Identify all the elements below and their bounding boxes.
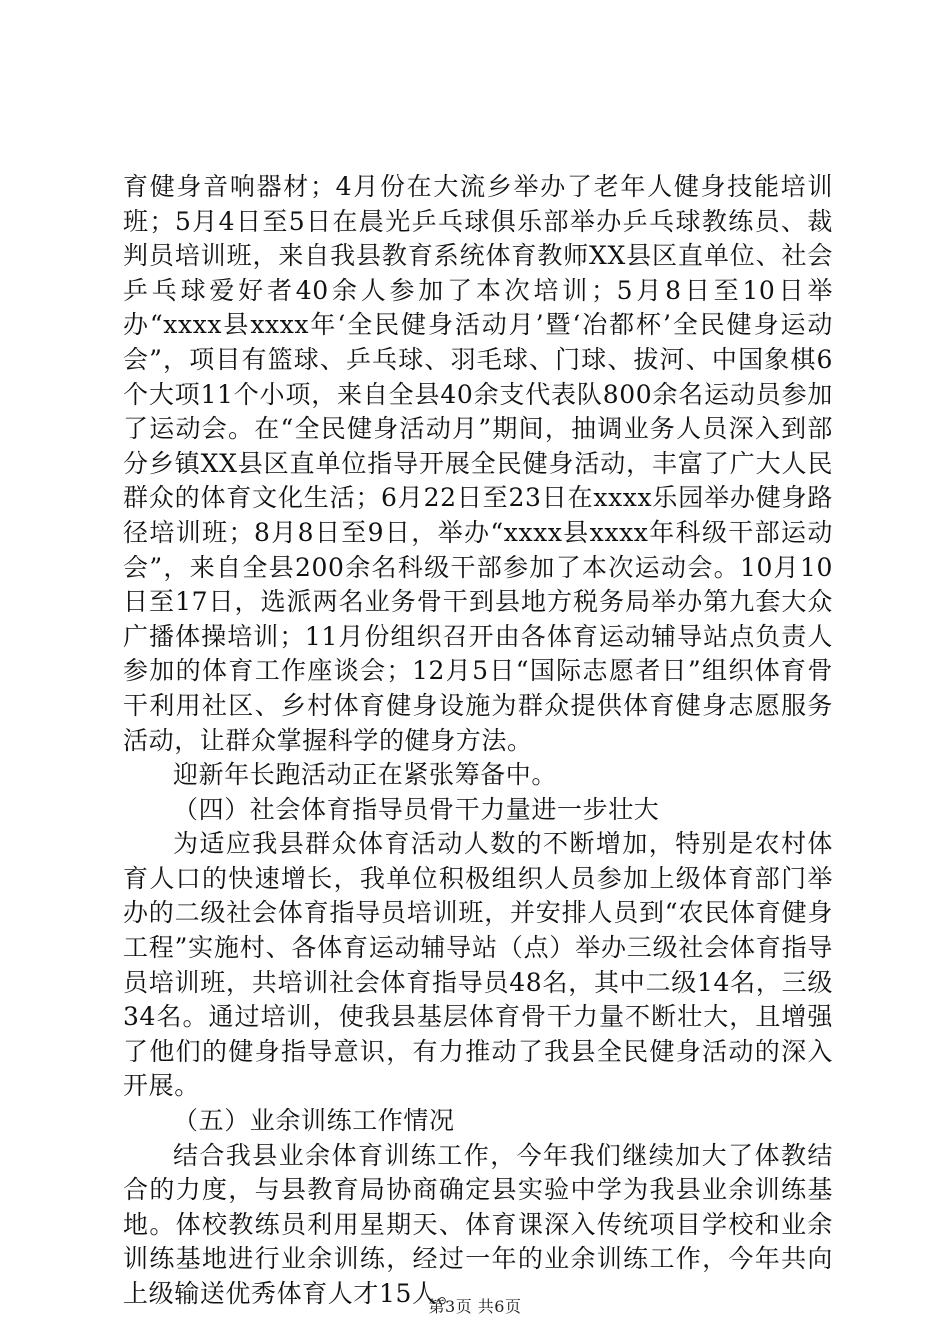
paragraph-new-year-run: 迎新年长跑活动正在紧张筹备中。	[173, 760, 558, 790]
section-heading-4: （四）社会体育指导员骨干力量进一步壮大	[173, 794, 660, 824]
section-heading-5: （五）业余训练工作情况	[173, 1106, 455, 1136]
paragraph-instructor-training: 为适应我县群众体育活动人数的不断增加，特别是农村体育人口的快速增长，我单位积极组织人员参加上级体育部门举办的二级社会体育指导员培训班，并安排人员到“农民体育健身工程”实施村、各体育运动辅导站（点）举办三级社会体育指导员培训班，共培训社会体育指导员48名，其中二级14名，三级34名。通过培训，使我县基层体育骨干力量不断壮大，且增强了他们的健身指导意识，有力推动了我县全民健身活动的深入开展。	[123, 829, 833, 1101]
page-number-footer: 第3页 共6页	[428, 1297, 522, 1316]
paragraph-activities-continued: 育健身音响器材；4月份在大流乡举办了老年人健身技能培训班；5月4日至5日在晨光乒乓球俱乐部举办乒乓球教练员、裁判员培训班，来自我县教育系统体育教师XX县区直单位、社会乒乓球爱好者40余人参加了本次培训；5月8日至10日举办“xxxx县xxxx年‘全民健身活动月’暨‘冶都杯’全民健身运动会”，项目有篮球、乒乓球、羽毛球、门球、拔河、中国象棋6个大项11个小项，来自全县40余支代表队800余名运动员参加了运动会。在“全民健身活动月”期间，抽调业务人员深入到部分乡镇XX县区直单位指导开展全民健身活动，丰富了广大人民群众的体育文化生活；6月22日至23日在xxxx乐园举办健身路径培训班；8月8日至9日，举办“xxxx县xxxx年科级干部运动会”，来自全县200余名科级干部参加了本次运动会。10月10日至17日，选派两名业务骨干到县地方税务局举办第九套大众广播体操培训；11月份组织召开由各体育运动辅导站点负责人参加的体育工作座谈会；12月5日“国际志愿者日”组织体育骨干利用社区、乡村体育健身设施为群众提供体育健身志愿服务活动，让群众掌握科学的健身方法。	[123, 172, 833, 755]
paragraph-amateur-training: 结合我县业余体育训练工作，今年我们继续加大了体教结合的力度，与县教育局协商确定县实验中学为我县业余训练基地。体校教练员利用星期天、体育课深入传统项目学校和业余训练基地进行业余训练，经过一年的业余训练工作，今年共向上级输送优秀体育人才15人。	[123, 1140, 833, 1308]
document-body	[123, 170, 833, 1312]
